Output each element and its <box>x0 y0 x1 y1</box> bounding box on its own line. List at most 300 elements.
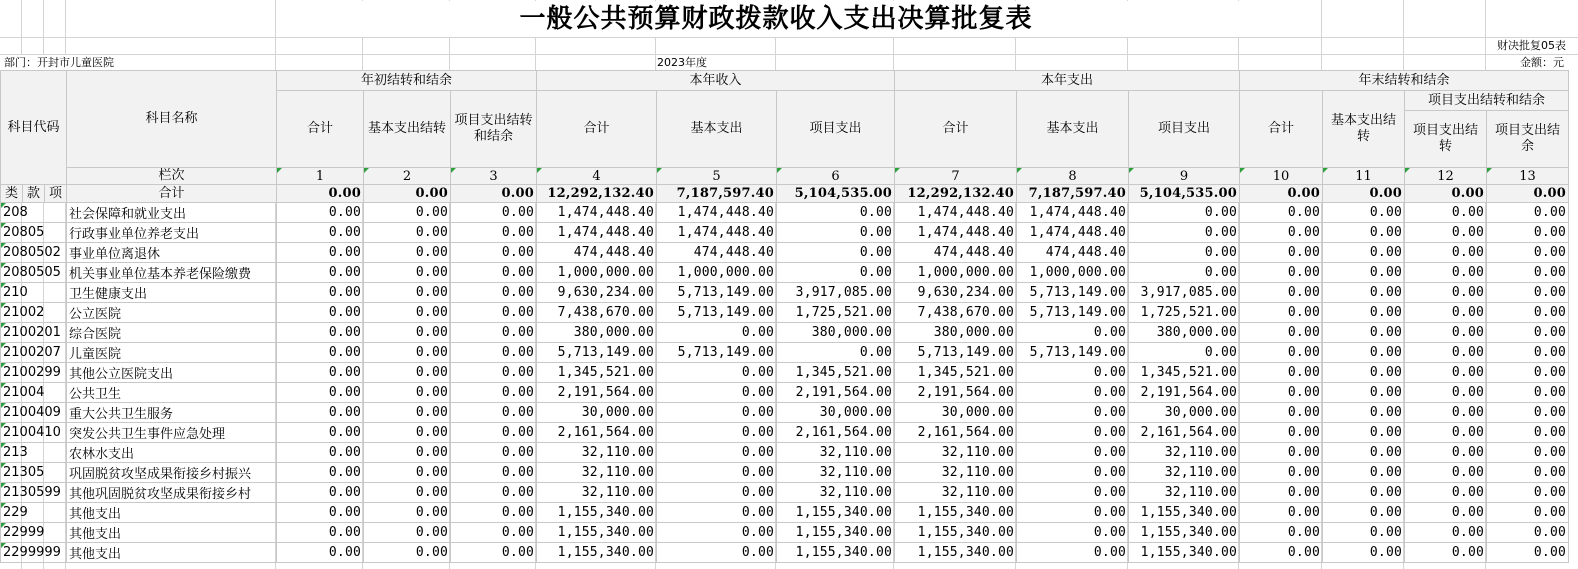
amount-cell[interactable]: 0.00 <box>1323 283 1405 303</box>
amount-cell[interactable]: 1,155,340.00 <box>537 503 657 523</box>
subject-name-cell[interactable]: 农林水支出 <box>67 443 277 463</box>
total-cell[interactable]: 7,187,597.40 <box>657 185 777 203</box>
amount-cell[interactable]: 474,448.40 <box>895 243 1017 263</box>
amount-cell[interactable]: 1,155,340.00 <box>895 543 1017 563</box>
amount-cell[interactable]: 1,725,521.00 <box>1129 303 1240 323</box>
amount-cell[interactable]: 1,155,340.00 <box>777 503 895 523</box>
column-number-text: 7 <box>951 168 960 184</box>
amount-cell[interactable]: 0.00 <box>1323 383 1405 403</box>
amount-cell[interactable]: 0.00 <box>1405 243 1487 263</box>
amount-cell[interactable]: 5,713,149.00 <box>657 283 777 303</box>
amount-cell[interactable]: 0.00 <box>1017 403 1129 423</box>
amount-cell[interactable]: 0.00 <box>1487 223 1569 243</box>
amount-cell[interactable]: 0.00 <box>1240 363 1323 383</box>
amount-cell[interactable]: 0.00 <box>1405 523 1487 543</box>
amount-cell[interactable]: 0.00 <box>1129 343 1240 363</box>
subject-code-text: 2100201 <box>3 325 61 340</box>
subject-code-cell[interactable] <box>1 423 67 443</box>
amount-cell[interactable]: 1,474,448.40 <box>1017 203 1129 223</box>
amount-cell[interactable]: 0.00 <box>364 323 451 343</box>
amount-cell[interactable]: 0.00 <box>364 263 451 283</box>
amount-cell[interactable]: 3,917,085.00 <box>1129 283 1240 303</box>
header-begin-basic-carry: 基本支出结转 <box>364 91 451 168</box>
amount-cell[interactable]: 32,110.00 <box>1129 463 1240 483</box>
amount-cell[interactable]: 0.00 <box>1405 503 1487 523</box>
amount-cell[interactable]: 0.00 <box>1240 403 1323 423</box>
amount-cell[interactable]: 0.00 <box>277 363 364 383</box>
amount-cell[interactable]: 0.00 <box>777 223 895 243</box>
amount-cell[interactable]: 0.00 <box>277 263 364 283</box>
subject-name-cell[interactable]: 事业单位离退休 <box>67 243 277 263</box>
amount-cell[interactable]: 0.00 <box>277 403 364 423</box>
amount-cell[interactable]: 0.00 <box>1017 543 1129 563</box>
amount-cell[interactable]: 0.00 <box>451 363 537 383</box>
amount-cell[interactable]: 380,000.00 <box>895 323 1017 343</box>
amount-cell[interactable]: 5,713,149.00 <box>895 343 1017 363</box>
amount-cell[interactable]: 0.00 <box>277 243 364 263</box>
amount-cell[interactable]: 0.00 <box>451 303 537 323</box>
amount-cell[interactable]: 0.00 <box>1487 283 1569 303</box>
amount-cell[interactable]: 0.00 <box>1487 383 1569 403</box>
amount-cell[interactable]: 380,000.00 <box>777 323 895 343</box>
cell-marker-icon <box>1 283 6 288</box>
amount-cell[interactable]: 0.00 <box>1487 483 1569 503</box>
subject-code-cell[interactable] <box>1 503 67 523</box>
amount-cell[interactable]: 0.00 <box>451 343 537 363</box>
total-cell[interactable]: 7,187,597.40 <box>1017 185 1129 203</box>
amount-cell[interactable]: 0.00 <box>451 283 537 303</box>
subject-code-cell[interactable] <box>1 463 67 483</box>
amount-cell[interactable]: 0.00 <box>777 203 895 223</box>
amount-cell[interactable]: 0.00 <box>1323 463 1405 483</box>
amount-cell[interactable]: 0.00 <box>1240 463 1323 483</box>
amount-cell[interactable]: 1,000,000.00 <box>537 263 657 283</box>
amount-cell[interactable]: 32,110.00 <box>777 463 895 483</box>
subject-code-cell[interactable] <box>1 383 67 403</box>
amount-cell[interactable]: 0.00 <box>364 283 451 303</box>
amount-cell[interactable]: 0.00 <box>657 403 777 423</box>
amount-cell[interactable]: 0.00 <box>364 243 451 263</box>
amount-cell[interactable]: 0.00 <box>1323 203 1405 223</box>
amount-cell[interactable]: 0.00 <box>451 503 537 523</box>
amount-cell[interactable]: 0.00 <box>277 503 364 523</box>
amount-cell[interactable]: 1,345,521.00 <box>1129 363 1240 383</box>
amount-cell[interactable]: 0.00 <box>657 483 777 503</box>
amount-cell[interactable]: 1,474,448.40 <box>657 223 777 243</box>
amount-cell[interactable]: 0.00 <box>1487 203 1569 223</box>
amount-cell[interactable]: 0.00 <box>277 323 364 343</box>
amount-cell[interactable]: 0.00 <box>1323 443 1405 463</box>
amount-cell[interactable]: 0.00 <box>1017 383 1129 403</box>
subject-code-cell[interactable] <box>1 403 67 423</box>
header-income-total: 合计 <box>537 91 657 168</box>
amount-cell[interactable]: 0.00 <box>1017 463 1129 483</box>
amount-cell[interactable]: 0.00 <box>451 443 537 463</box>
amount-cell[interactable]: 0.00 <box>1129 223 1240 243</box>
amount-cell[interactable]: 380,000.00 <box>1129 323 1240 343</box>
amount-cell[interactable]: 0.00 <box>364 343 451 363</box>
amount-cell[interactable]: 0.00 <box>1487 403 1569 423</box>
amount-cell[interactable]: 0.00 <box>1240 443 1323 463</box>
amount-cell[interactable]: 0.00 <box>1487 523 1569 543</box>
total-cell[interactable]: 12,292,132.40 <box>537 185 657 203</box>
amount-cell[interactable]: 5,713,149.00 <box>657 343 777 363</box>
amount-cell[interactable]: 9,630,234.00 <box>537 283 657 303</box>
cell-marker-icon <box>1 243 6 248</box>
amount-cell[interactable]: 0.00 <box>364 543 451 563</box>
amount-cell[interactable]: 32,110.00 <box>1129 483 1240 503</box>
amount-cell[interactable]: 0.00 <box>1240 243 1323 263</box>
amount-cell[interactable]: 0.00 <box>1487 303 1569 323</box>
subject-code-cell[interactable] <box>1 363 67 383</box>
amount-cell[interactable]: 5,713,149.00 <box>657 303 777 323</box>
amount-cell[interactable]: 0.00 <box>1323 343 1405 363</box>
amount-cell[interactable]: 30,000.00 <box>537 403 657 423</box>
amount-cell[interactable]: 0.00 <box>451 263 537 283</box>
column-number <box>1240 168 1323 185</box>
amount-cell[interactable]: 2,161,564.00 <box>1129 423 1240 443</box>
amount-cell[interactable]: 0.00 <box>1240 283 1323 303</box>
subject-code-cell[interactable] <box>1 343 67 363</box>
subject-name-cell[interactable]: 儿童医院 <box>67 343 277 363</box>
amount-cell[interactable]: 0.00 <box>1323 363 1405 383</box>
amount-cell[interactable]: 380,000.00 <box>537 323 657 343</box>
amount-cell[interactable]: 1,000,000.00 <box>1017 263 1129 283</box>
subject-name-cell[interactable]: 其他支出 <box>67 523 277 543</box>
amount-cell[interactable]: 0.00 <box>777 243 895 263</box>
amount-cell[interactable]: 1,474,448.40 <box>657 203 777 223</box>
amount-cell[interactable]: 0.00 <box>277 283 364 303</box>
amount-cell[interactable]: 0.00 <box>277 203 364 223</box>
amount-cell[interactable]: 0.00 <box>1487 243 1569 263</box>
subject-name-cell[interactable]: 巩固脱贫攻坚成果衔接乡村振兴 <box>67 463 277 483</box>
amount-cell[interactable]: 0.00 <box>277 383 364 403</box>
amount-cell[interactable]: 0.00 <box>1240 543 1323 563</box>
amount-cell[interactable]: 0.00 <box>364 383 451 403</box>
amount-cell[interactable]: 0.00 <box>1487 323 1569 343</box>
amount-cell[interactable]: 0.00 <box>1405 323 1487 343</box>
amount-cell[interactable]: 1,345,521.00 <box>777 363 895 383</box>
cell-marker-icon <box>1 223 6 228</box>
amount-cell[interactable]: 0.00 <box>364 463 451 483</box>
total-cell[interactable]: 12,292,132.40 <box>895 185 1017 203</box>
amount-cell[interactable]: 0.00 <box>1405 543 1487 563</box>
amount-cell[interactable]: 1,155,340.00 <box>1129 543 1240 563</box>
amount-cell[interactable]: 0.00 <box>777 263 895 283</box>
amount-cell[interactable]: 0.00 <box>657 443 777 463</box>
subject-name-cell[interactable]: 社会保障和就业支出 <box>67 203 277 223</box>
amount-cell[interactable]: 0.00 <box>1405 363 1487 383</box>
amount-cell[interactable]: 1,000,000.00 <box>657 263 777 283</box>
subject-name-cell[interactable]: 重大公共卫生服务 <box>67 403 277 423</box>
amount-cell[interactable]: 0.00 <box>657 503 777 523</box>
amount-cell[interactable]: 30,000.00 <box>895 403 1017 423</box>
total-cell[interactable]: 0.00 <box>277 185 364 203</box>
subject-name-cell[interactable]: 其他巩固脱贫攻坚成果衔接乡村 <box>67 483 277 503</box>
amount-cell[interactable]: 0.00 <box>277 423 364 443</box>
amount-cell[interactable]: 0.00 <box>277 463 364 483</box>
amount-cell[interactable]: 1,474,448.40 <box>537 223 657 243</box>
table-row <box>1 323 1569 343</box>
amount-cell[interactable]: 0.00 <box>1405 423 1487 443</box>
amount-cell[interactable]: 0.00 <box>364 303 451 323</box>
amount-cell[interactable]: 0.00 <box>451 423 537 443</box>
total-cell[interactable]: 0.00 <box>1405 185 1487 203</box>
subject-code-cell[interactable] <box>1 243 67 263</box>
amount-cell[interactable]: 0.00 <box>1323 523 1405 543</box>
amount-cell[interactable]: 1,474,448.40 <box>895 223 1017 243</box>
amount-cell[interactable]: 1,474,448.40 <box>895 203 1017 223</box>
subject-code-cell[interactable] <box>1 443 67 463</box>
total-cell[interactable]: 0.00 <box>1487 185 1569 203</box>
amount-cell[interactable]: 0.00 <box>277 443 364 463</box>
amount-cell[interactable]: 0.00 <box>364 503 451 523</box>
total-cell[interactable]: 0.00 <box>451 185 537 203</box>
amount-cell[interactable]: 0.00 <box>1323 423 1405 443</box>
amount-cell[interactable]: 0.00 <box>364 523 451 543</box>
amount-cell[interactable]: 0.00 <box>1323 223 1405 243</box>
amount-cell[interactable]: 0.00 <box>1405 203 1487 223</box>
amount-cell[interactable]: 0.00 <box>1405 483 1487 503</box>
amount-cell[interactable]: 0.00 <box>1129 243 1240 263</box>
subject-code-cell[interactable] <box>1 483 67 503</box>
amount-cell[interactable]: 0.00 <box>364 423 451 443</box>
header-end-proj-carry: 项目支出结转 <box>1405 111 1487 168</box>
amount-cell[interactable]: 1,155,340.00 <box>777 543 895 563</box>
subject-code-cell[interactable] <box>1 203 67 223</box>
amount-cell[interactable]: 30,000.00 <box>1129 403 1240 423</box>
amount-cell[interactable]: 0.00 <box>657 423 777 443</box>
amount-cell[interactable]: 0.00 <box>1017 363 1129 383</box>
amount-cell[interactable]: 0.00 <box>1240 203 1323 223</box>
amount-cell[interactable]: 32,110.00 <box>777 443 895 463</box>
amount-cell[interactable]: 5,713,149.00 <box>1017 283 1129 303</box>
amount-cell[interactable]: 0.00 <box>1487 463 1569 483</box>
amount-cell[interactable]: 0.00 <box>657 523 777 543</box>
amount-cell[interactable]: 1,155,340.00 <box>537 523 657 543</box>
amount-cell[interactable]: 32,110.00 <box>537 443 657 463</box>
amount-cell[interactable]: 0.00 <box>1017 443 1129 463</box>
amount-cell[interactable]: 0.00 <box>1240 503 1323 523</box>
amount-cell[interactable]: 0.00 <box>1323 403 1405 423</box>
amount-cell[interactable]: 0.00 <box>451 403 537 423</box>
amount-cell[interactable]: 0.00 <box>1487 343 1569 363</box>
amount-cell[interactable]: 474,448.40 <box>537 243 657 263</box>
report-title: 一般公共预算财政拨款收入支出决算批复表 <box>276 1 1276 37</box>
subject-name-cell[interactable]: 其他公立医院支出 <box>67 363 277 383</box>
amount-cell[interactable]: 0.00 <box>1240 383 1323 403</box>
amount-cell[interactable]: 1,155,340.00 <box>1129 503 1240 523</box>
amount-cell[interactable]: 0.00 <box>1405 263 1487 283</box>
amount-cell[interactable]: 1,474,448.40 <box>1017 223 1129 243</box>
amount-cell[interactable]: 0.00 <box>1405 463 1487 483</box>
subject-code-cell[interactable] <box>1 263 67 283</box>
amount-cell[interactable]: 0.00 <box>1323 483 1405 503</box>
subject-code-cell[interactable] <box>1 223 67 243</box>
subject-code-cell[interactable] <box>1 323 67 343</box>
amount-cell[interactable]: 0.00 <box>451 523 537 543</box>
amount-cell[interactable]: 0.00 <box>1487 443 1569 463</box>
amount-cell[interactable]: 0.00 <box>657 543 777 563</box>
amount-cell[interactable]: 0.00 <box>1405 303 1487 323</box>
amount-cell[interactable]: 0.00 <box>1323 543 1405 563</box>
subject-name-cell[interactable]: 综合医院 <box>67 323 277 343</box>
amount-cell[interactable]: 0.00 <box>1323 243 1405 263</box>
amount-cell[interactable]: 0.00 <box>277 343 364 363</box>
amount-cell[interactable]: 0.00 <box>277 223 364 243</box>
subject-code-cell[interactable] <box>1 543 67 563</box>
amount-cell[interactable]: 0.00 <box>1405 343 1487 363</box>
subject-code-cell[interactable] <box>1 303 67 323</box>
amount-cell[interactable]: 0.00 <box>1487 363 1569 383</box>
amount-cell[interactable]: 0.00 <box>1487 423 1569 443</box>
amount-cell[interactable]: 7,438,670.00 <box>537 303 657 323</box>
amount-cell[interactable]: 0.00 <box>1240 523 1323 543</box>
amount-cell[interactable]: 0.00 <box>1405 383 1487 403</box>
amount-cell[interactable]: 5,713,149.00 <box>1017 343 1129 363</box>
subject-name-cell[interactable]: 公共卫生 <box>67 383 277 403</box>
total-cell[interactable]: 5,104,535.00 <box>1129 185 1240 203</box>
amount-cell[interactable]: 0.00 <box>277 303 364 323</box>
amount-cell[interactable]: 32,110.00 <box>1129 443 1240 463</box>
amount-cell[interactable]: 1,725,521.00 <box>777 303 895 323</box>
amount-cell[interactable]: 0.00 <box>657 463 777 483</box>
amount-cell[interactable]: 32,110.00 <box>537 483 657 503</box>
amount-cell[interactable]: 0.00 <box>1323 303 1405 323</box>
subject-name-cell[interactable]: 机关事业单位基本养老保险缴费 <box>67 263 277 283</box>
amount-cell[interactable]: 0.00 <box>451 483 537 503</box>
amount-cell[interactable]: 1,155,340.00 <box>777 523 895 543</box>
column-number-text: 8 <box>1068 168 1077 184</box>
amount-cell[interactable]: 0.00 <box>1129 263 1240 283</box>
amount-cell[interactable]: 0.00 <box>451 323 537 343</box>
amount-cell[interactable]: 0.00 <box>1129 203 1240 223</box>
amount-cell[interactable]: 3,917,085.00 <box>777 283 895 303</box>
total-cell[interactable]: 0.00 <box>1323 185 1405 203</box>
amount-cell[interactable]: 0.00 <box>1240 323 1323 343</box>
subject-name-cell[interactable]: 其他支出 <box>67 543 277 563</box>
amount-cell[interactable]: 0.00 <box>1240 263 1323 283</box>
subject-code-cell[interactable] <box>1 283 67 303</box>
amount-cell[interactable]: 474,448.40 <box>657 243 777 263</box>
amount-cell[interactable]: 0.00 <box>277 543 364 563</box>
amount-cell[interactable]: 32,110.00 <box>895 443 1017 463</box>
amount-cell[interactable]: 0.00 <box>1323 323 1405 343</box>
amount-cell[interactable]: 0.00 <box>1405 223 1487 243</box>
subject-code-cell[interactable] <box>1 523 67 543</box>
amount-cell[interactable]: 0.00 <box>1405 403 1487 423</box>
subject-name-cell[interactable]: 行政事业单位养老支出 <box>67 223 277 243</box>
amount-cell[interactable]: 1,345,521.00 <box>895 363 1017 383</box>
amount-cell[interactable]: 2,161,564.00 <box>895 423 1017 443</box>
header-expense-total: 合计 <box>895 91 1017 168</box>
amount-cell[interactable]: 0.00 <box>1017 503 1129 523</box>
amount-cell[interactable]: 0.00 <box>364 403 451 423</box>
amount-cell[interactable]: 0.00 <box>364 483 451 503</box>
amount-cell[interactable]: 0.00 <box>777 343 895 363</box>
amount-cell[interactable]: 0.00 <box>1240 483 1323 503</box>
amount-cell[interactable]: 0.00 <box>1487 263 1569 283</box>
amount-cell[interactable]: 0.00 <box>1240 223 1323 243</box>
amount-cell[interactable]: 32,110.00 <box>777 483 895 503</box>
amount-cell[interactable]: 30,000.00 <box>777 403 895 423</box>
table-row <box>1 343 1569 363</box>
amount-cell[interactable]: 0.00 <box>1323 263 1405 283</box>
amount-cell[interactable]: 2,191,564.00 <box>537 383 657 403</box>
amount-cell[interactable]: 0.00 <box>277 523 364 543</box>
amount-cell[interactable]: 1,474,448.40 <box>537 203 657 223</box>
amount-cell[interactable]: 0.00 <box>277 483 364 503</box>
amount-cell[interactable]: 0.00 <box>451 463 537 483</box>
amount-cell[interactable]: 1,155,340.00 <box>895 503 1017 523</box>
amount-cell[interactable]: 2,191,564.00 <box>777 383 895 403</box>
amount-cell[interactable]: 7,438,670.00 <box>895 303 1017 323</box>
amount-cell[interactable]: 0.00 <box>657 323 777 343</box>
amount-cell[interactable]: 1,155,340.00 <box>895 523 1017 543</box>
amount-cell[interactable]: 0.00 <box>364 223 451 243</box>
amount-cell[interactable]: 0.00 <box>1487 543 1569 563</box>
total-cell[interactable]: 0.00 <box>1240 185 1323 203</box>
amount-cell[interactable]: 2,161,564.00 <box>777 423 895 443</box>
amount-cell[interactable]: 0.00 <box>1405 443 1487 463</box>
amount-cell[interactable]: 0.00 <box>451 243 537 263</box>
total-cell[interactable]: 5,104,535.00 <box>777 185 895 203</box>
table-row <box>1 363 1569 383</box>
column-number <box>895 168 1017 185</box>
subject-name-cell[interactable]: 其他支出 <box>67 503 277 523</box>
subject-name-cell[interactable]: 公立医院 <box>67 303 277 323</box>
amount-cell[interactable]: 0.00 <box>657 363 777 383</box>
amount-cell[interactable]: 1,155,340.00 <box>537 543 657 563</box>
amount-cell[interactable]: 2,191,564.00 <box>1129 383 1240 403</box>
amount-cell[interactable]: 0.00 <box>451 223 537 243</box>
subject-name-cell[interactable]: 卫生健康支出 <box>67 283 277 303</box>
subject-name-cell[interactable]: 突发公共卫生事件应急处理 <box>67 423 277 443</box>
amount-cell[interactable]: 1,000,000.00 <box>895 263 1017 283</box>
amount-cell[interactable]: 0.00 <box>364 443 451 463</box>
amount-cell[interactable]: 0.00 <box>1405 283 1487 303</box>
amount-cell[interactable]: 474,448.40 <box>1017 243 1129 263</box>
amount-cell[interactable]: 1,155,340.00 <box>1129 523 1240 543</box>
amount-cell[interactable]: 9,630,234.00 <box>895 283 1017 303</box>
amount-cell[interactable]: 0.00 <box>1017 523 1129 543</box>
amount-cell[interactable]: 0.00 <box>1240 423 1323 443</box>
amount-cell[interactable]: 5,713,149.00 <box>1017 303 1129 323</box>
amount-cell[interactable]: 0.00 <box>1017 323 1129 343</box>
total-cell[interactable]: 0.00 <box>364 185 451 203</box>
amount-cell[interactable]: 0.00 <box>1240 343 1323 363</box>
amount-cell[interactable]: 2,161,564.00 <box>537 423 657 443</box>
amount-cell[interactable]: 0.00 <box>1017 423 1129 443</box>
amount-cell[interactable]: 0.00 <box>364 363 451 383</box>
amount-cell[interactable]: 0.00 <box>364 203 451 223</box>
amount-cell[interactable]: 0.00 <box>451 203 537 223</box>
amount-cell[interactable]: 0.00 <box>451 543 537 563</box>
amount-cell[interactable]: 0.00 <box>1240 303 1323 323</box>
amount-cell[interactable]: 32,110.00 <box>895 463 1017 483</box>
amount-cell[interactable]: 1,345,521.00 <box>537 363 657 383</box>
amount-cell[interactable]: 0.00 <box>451 383 537 403</box>
amount-cell[interactable]: 32,110.00 <box>895 483 1017 503</box>
amount-cell[interactable]: 32,110.00 <box>537 463 657 483</box>
amount-cell[interactable]: 2,191,564.00 <box>895 383 1017 403</box>
amount-cell[interactable]: 0.00 <box>1323 503 1405 523</box>
amount-cell[interactable]: 0.00 <box>1017 483 1129 503</box>
amount-cell[interactable]: 0.00 <box>1487 503 1569 523</box>
amount-cell[interactable]: 5,713,149.00 <box>537 343 657 363</box>
subject-code-text: 213 <box>3 445 28 460</box>
amount-cell[interactable]: 0.00 <box>657 383 777 403</box>
